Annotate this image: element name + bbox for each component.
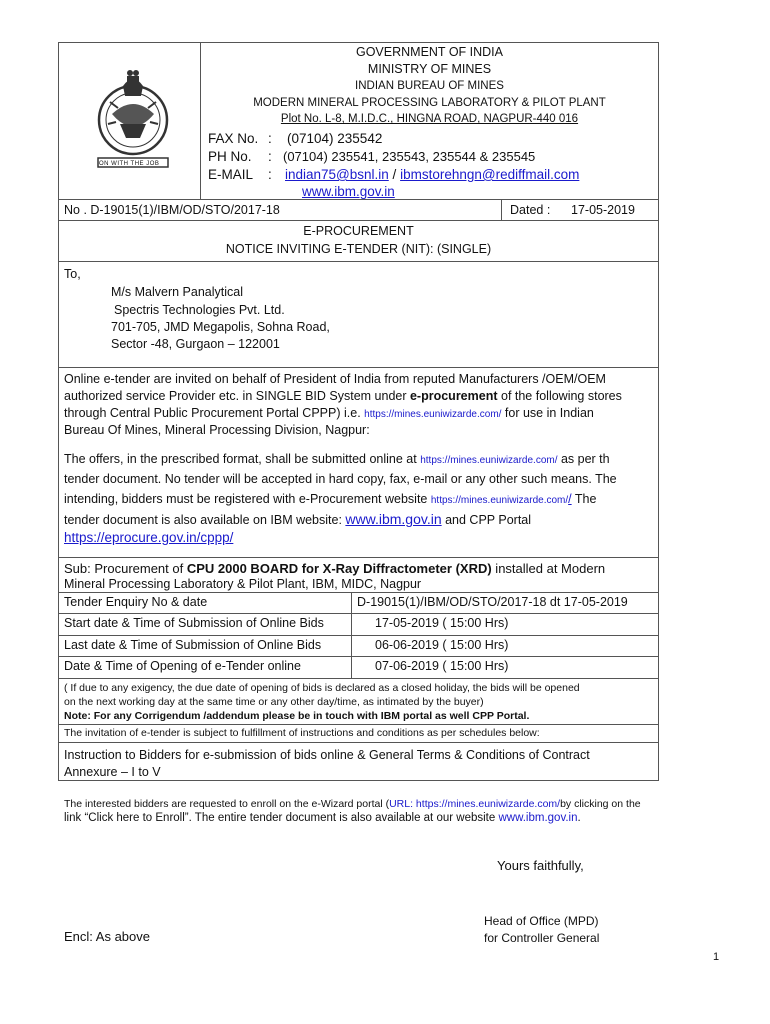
subject-line1: [64, 561, 605, 576]
divider-row4: [58, 678, 659, 679]
divider-row2: [58, 635, 659, 636]
footer-line2: [64, 811, 581, 826]
email-link-bsnl[interactable]: indian75@bsnl.in: [285, 167, 389, 182]
table-row-label: Last date & Time of Submission of Online Bids: [64, 638, 322, 652]
phone-label: PH No.: [208, 149, 252, 164]
phone-colon: :: [268, 149, 272, 164]
p1-text-a: authorized service Provider etc. in SINGLE BID System under: [64, 389, 410, 403]
table-row-label: Tender Enquiry No & date: [64, 595, 208, 609]
p2-text-f: and CPP Portal: [441, 513, 532, 527]
p1-text-b: of the following stores: [497, 389, 622, 403]
note-exigency-2: on the next working day at the same time or any other day/time, as intimated by the buyer): [64, 696, 484, 708]
footer-euni-url[interactable]: URL: https://mines.euniwizarde.com/: [389, 798, 561, 810]
note-exigency-1: ( If due to any exigency, the due date of opening of bids is declared as a closed holiday, the bids will be opened: [64, 682, 580, 694]
p2-text-a: The offers, in the prescribed format, shall be submitted online at: [64, 452, 421, 466]
divider-dated: [501, 199, 502, 221]
p1-text-d: for use in Indian: [501, 406, 594, 420]
header-line-bureau: INDIAN BUREAU OF MINES: [355, 80, 504, 92]
website-line: [302, 183, 395, 200]
body-p1-line2: [64, 389, 622, 404]
website-link[interactable]: www.ibm.gov.in: [302, 184, 395, 199]
enclosure-note: Encl: As above: [64, 929, 150, 944]
subject-prefix: Sub: Procurement of: [64, 561, 187, 576]
body-p2-line3: [64, 492, 596, 508]
instruction-line1: Instruction to Bidders for e-submission of bids online & General Terms & Conditions of Contract: [64, 748, 590, 762]
logo-motto: ON WITH THE JOB: [99, 161, 160, 167]
phone-value: (07104) 235541, 235543, 235544 & 235545: [283, 149, 536, 164]
table-row-value: D-19015(1)/IBM/OD/STO/2017-18 dt 17-05-2019: [357, 595, 628, 609]
body-p2-line1: [64, 452, 610, 468]
p2-text-e: tender document is also available on IBM website:: [64, 513, 346, 527]
divider-ref: [58, 220, 659, 221]
email-link-rediff[interactable]: ibmstorehngn@rediffmail.com: [400, 167, 580, 182]
header-address: [200, 112, 659, 127]
cppp-portal-link[interactable]: https://eprocure.gov.in/cppp/: [64, 530, 234, 545]
ibm-emblem-logo: [90, 64, 176, 176]
footer-text-c: link “Click here to Enroll”. The entire tender document is also available at our website: [64, 812, 499, 824]
footer-text-b: by clicking on the: [560, 798, 641, 810]
subject-line2: Mineral Processing Laboratory & Pilot Plant, IBM, MIDC, Nagpur: [64, 577, 422, 591]
dated-value: 17-05-2019: [571, 203, 635, 217]
table-row-value: 17-05-2019 ( 15:00 Hrs): [375, 616, 509, 630]
p2-text-c: intending, bidders must be registered with e-Procurement website: [64, 492, 431, 506]
p1-url-link[interactable]: https://mines.euniwizarde.com/: [364, 409, 502, 420]
fax-colon: :: [268, 131, 272, 146]
divider-title: [58, 261, 659, 262]
title-nit: NOTICE INVITING E-TENDER (NIT): (SINGLE): [225, 242, 492, 256]
note-corrigendum: Note: For any Corrigendum /addendum please be in touch with IBM portal as well CPP Portal.: [64, 710, 530, 722]
page-number: 1: [713, 951, 720, 963]
body-p2-line5: [64, 530, 233, 546]
p2-text-d: The: [571, 492, 597, 506]
title-eprocurement: E-PROCUREMENT: [303, 224, 414, 238]
email-label: E-MAIL: [208, 167, 254, 182]
header-line-lab: MODERN MINERAL PROCESSING LABORATORY & PILOT PLANT: [253, 97, 606, 109]
divider-notes: [58, 724, 659, 725]
footer-text-d: .: [577, 812, 581, 824]
header-line-ministry: MINISTRY OF MINES: [367, 62, 492, 76]
table-row-value: 07-06-2019 ( 15:00 Hrs): [375, 659, 509, 673]
divider-invitation: [58, 742, 659, 743]
recipient-address-1: 701-705, JMD Megapolis, Sohna Road,: [111, 320, 330, 334]
instruction-line2: Annexure – I to V: [64, 765, 161, 779]
p2-url-link-2[interactable]: https://mines.euniwizarde.com/: [430, 495, 569, 506]
recipient-to: To,: [64, 267, 81, 281]
divider-recipient: [58, 367, 659, 368]
divider-table-col: [351, 592, 352, 678]
fax-label: FAX No.: [208, 131, 259, 146]
signature-head-of-office: Head of Office (MPD): [484, 914, 599, 928]
p2-text-b: as per th: [557, 452, 610, 466]
recipient-address-2: Sector -48, Gurgaon – 122001: [111, 337, 280, 351]
footer-ibm-url[interactable]: www.ibm.gov.in: [498, 812, 578, 824]
table-row-label: Start date & Time of Submission of Online Bids: [64, 616, 324, 630]
divider-body: [58, 557, 659, 558]
p1-bold-eprocurement: e-procurement: [409, 389, 498, 403]
subject-suffix: installed at Modern: [491, 561, 606, 576]
divider-subject: [58, 592, 659, 593]
body-p2-line2: tender document. No tender will be accepted in hard copy, fax, e-mail or any other such means. The: [64, 472, 617, 486]
p2-url-link-1[interactable]: https://mines.euniwizarde.com/: [420, 455, 558, 466]
body-p2-line4: [64, 512, 531, 528]
body-p1-line1: Online e-tender are invited on behalf of President of India from reputed Manufacturers /OEM/OEM: [64, 372, 606, 386]
email-separator: /: [392, 167, 397, 182]
closing-yours-faithfully: Yours faithfully,: [497, 858, 584, 873]
signature-controller-general: for Controller General: [484, 931, 600, 945]
subject-item: CPU 2000 BOARD for X-Ray Diffractometer (XRD): [186, 561, 492, 576]
table-row-value: 06-06-2019 ( 15:00 Hrs): [375, 638, 509, 652]
email-line: [285, 166, 579, 183]
table-row-label: Date & Time of Opening of e-Tender online: [64, 659, 301, 673]
recipient-company: Spectris Technologies Pvt. Ltd.: [114, 303, 285, 317]
reference-number: No . D-19015(1)/IBM/OD/STO/2017-18: [64, 203, 280, 217]
footer-text-a: The interested bidders are requested to enroll on the e-Wizard portal (: [64, 798, 390, 810]
divider-row3: [58, 656, 659, 657]
body-p1-line4: Bureau Of Mines, Mineral Processing Division, Nagpur:: [64, 423, 370, 437]
note-invitation: The invitation of e-tender is subject to fulfillment of instructions and conditions as per schedules below:: [64, 727, 540, 739]
body-p1-line3: [64, 406, 594, 422]
email-colon: :: [268, 167, 272, 182]
divider-row1: [58, 613, 659, 614]
fax-value: (07104) 235542: [287, 131, 383, 146]
p2-slash-link[interactable]: /: [568, 492, 572, 506]
ibm-website-link[interactable]: www.ibm.gov.in: [345, 511, 442, 527]
p1-text-c: through Central Public Procurement Portal CPPP) i.e.: [64, 406, 365, 420]
footer-line1: [64, 797, 641, 812]
recipient-name: M/s Malvern Panalytical: [111, 285, 243, 299]
header-line-govt: GOVERNMENT OF INDIA: [355, 45, 503, 59]
address-text: Plot No. L-8, M.I.D.C., HINGNA ROAD, NAGPUR-440 016: [280, 113, 579, 125]
dated-label: Dated :: [510, 203, 551, 217]
